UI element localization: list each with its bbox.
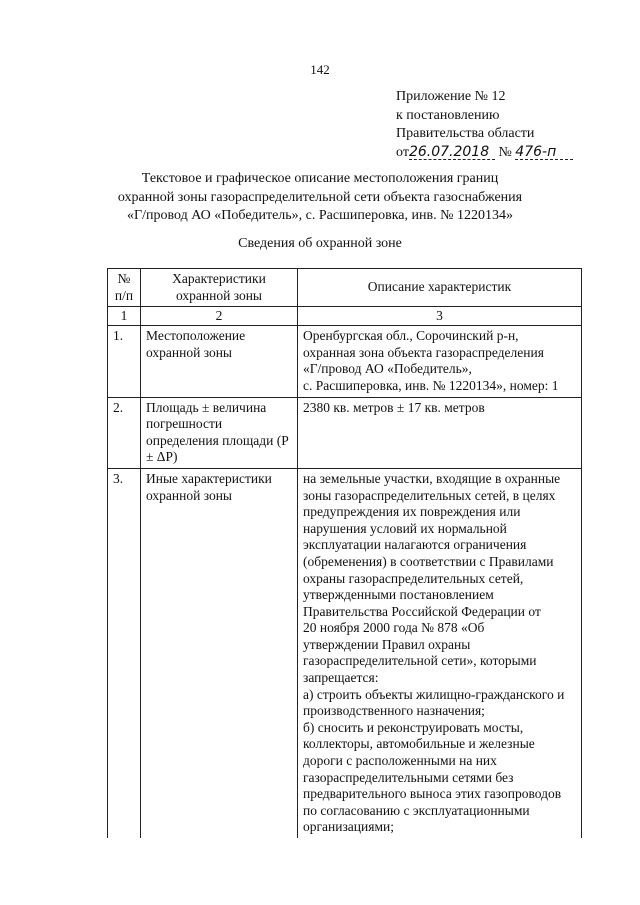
date-prefix: от bbox=[396, 144, 409, 160]
number-prefix: № bbox=[498, 144, 512, 160]
appendix-date-line bbox=[396, 144, 573, 163]
description-line: б) сносить и реконструировать мосты, bbox=[303, 719, 524, 735]
row-characteristic: Площадь ± величина погрешности определения площади (P ± ΔP) bbox=[141, 397, 298, 468]
description-line: газораспределительными сетями без bbox=[303, 769, 514, 785]
table-header-row bbox=[108, 269, 582, 307]
description-line: утвержденными постановлением bbox=[303, 587, 494, 603]
description-line: предварительного выноса этих газопроводов bbox=[303, 786, 562, 802]
column-number: 1 bbox=[108, 307, 141, 326]
description-line: запрещается: bbox=[303, 670, 379, 686]
row-characteristic: Местоположение охранной зоны bbox=[141, 326, 298, 397]
appendix-reference: к постановлению bbox=[396, 107, 500, 123]
section-heading: Сведения об охранной зоне bbox=[238, 236, 402, 251]
description-line: (обременения) в соответствии с Правилами bbox=[303, 553, 554, 569]
description-line: 20 ноября 2000 года № 878 «Об bbox=[303, 620, 485, 636]
document-title bbox=[100, 170, 540, 226]
description-line: на земельные участки, входящие в охранные bbox=[303, 470, 561, 486]
appendix-authority: Правительства области bbox=[396, 126, 535, 141]
title-line: «Г/провод АО «Победитель», с. Расшиперовка, инв. № 1220134» bbox=[127, 208, 513, 223]
title-line: охранной зоны газораспределительной сети объекта газоснабжения bbox=[117, 189, 523, 205]
description-line: нарушения условий их нормальной bbox=[303, 520, 507, 536]
description-line: коллекторы, автомобильные и железные bbox=[303, 736, 535, 752]
row-description bbox=[298, 397, 582, 468]
handwritten-number: 476-п bbox=[515, 145, 573, 160]
page-number: 142 bbox=[310, 62, 330, 77]
description-line: с. Расшиперовка, инв. № 1220134», номер: 1 bbox=[303, 377, 559, 393]
column-number: 3 bbox=[298, 307, 582, 326]
table-row bbox=[108, 468, 582, 838]
description-line: «Г/провод АО «Победитель», bbox=[303, 361, 472, 377]
description-line: Правительства Российской Федерации от bbox=[303, 603, 541, 619]
description-line: Оренбургская обл., Сорочинский р-н, bbox=[303, 328, 519, 344]
appendix-block bbox=[396, 88, 573, 162]
row-number: 1. bbox=[108, 326, 141, 397]
description-line: по согласованию с эксплуатационными bbox=[303, 802, 530, 818]
protection-zone-table bbox=[107, 268, 582, 838]
header-characteristic: Характеристики охранной зоны bbox=[141, 269, 298, 307]
column-number-row bbox=[108, 307, 582, 326]
description-line: эксплуатации налагаются ограничения bbox=[303, 537, 527, 553]
description-line: газораспределительной сети», которыми bbox=[303, 653, 537, 669]
description-line: организациями; bbox=[303, 819, 394, 835]
description-line: утверждении Правил охраны bbox=[303, 636, 471, 652]
row-number: 3. bbox=[108, 468, 141, 838]
row-description bbox=[298, 326, 582, 397]
title-line: Текстовое и графическое описание местоположения границ bbox=[141, 171, 499, 186]
description-line: 2380 кв. метров ± 17 кв. метров bbox=[303, 399, 485, 415]
header-number: № п/п bbox=[108, 269, 141, 307]
column-number: 2 bbox=[141, 307, 298, 326]
description-line: предупреждения их повреждения или bbox=[303, 504, 521, 520]
row-characteristic: Иные характеристики охранной зоны bbox=[141, 468, 298, 838]
description-line: производственного назначения; bbox=[303, 703, 485, 719]
description-line: зоны газораспределительных сетей, в целях bbox=[303, 487, 556, 503]
row-description bbox=[298, 468, 582, 838]
handwritten-date: 26.07.2018 bbox=[409, 145, 495, 160]
row-number: 2. bbox=[108, 397, 141, 468]
description-line: охранная зона объекта газораспределения bbox=[303, 344, 544, 360]
description-line: дороги с расположенными на них bbox=[303, 753, 497, 769]
appendix-title: Приложение № 12 bbox=[396, 89, 506, 104]
table-row bbox=[108, 326, 582, 397]
header-description: Описание характеристик bbox=[298, 269, 582, 307]
table-row bbox=[108, 397, 582, 468]
description-line: а) строить объекты жилищно-гражданского и bbox=[303, 686, 565, 702]
description-line: охраны газораспределительных сетей, bbox=[303, 570, 524, 586]
